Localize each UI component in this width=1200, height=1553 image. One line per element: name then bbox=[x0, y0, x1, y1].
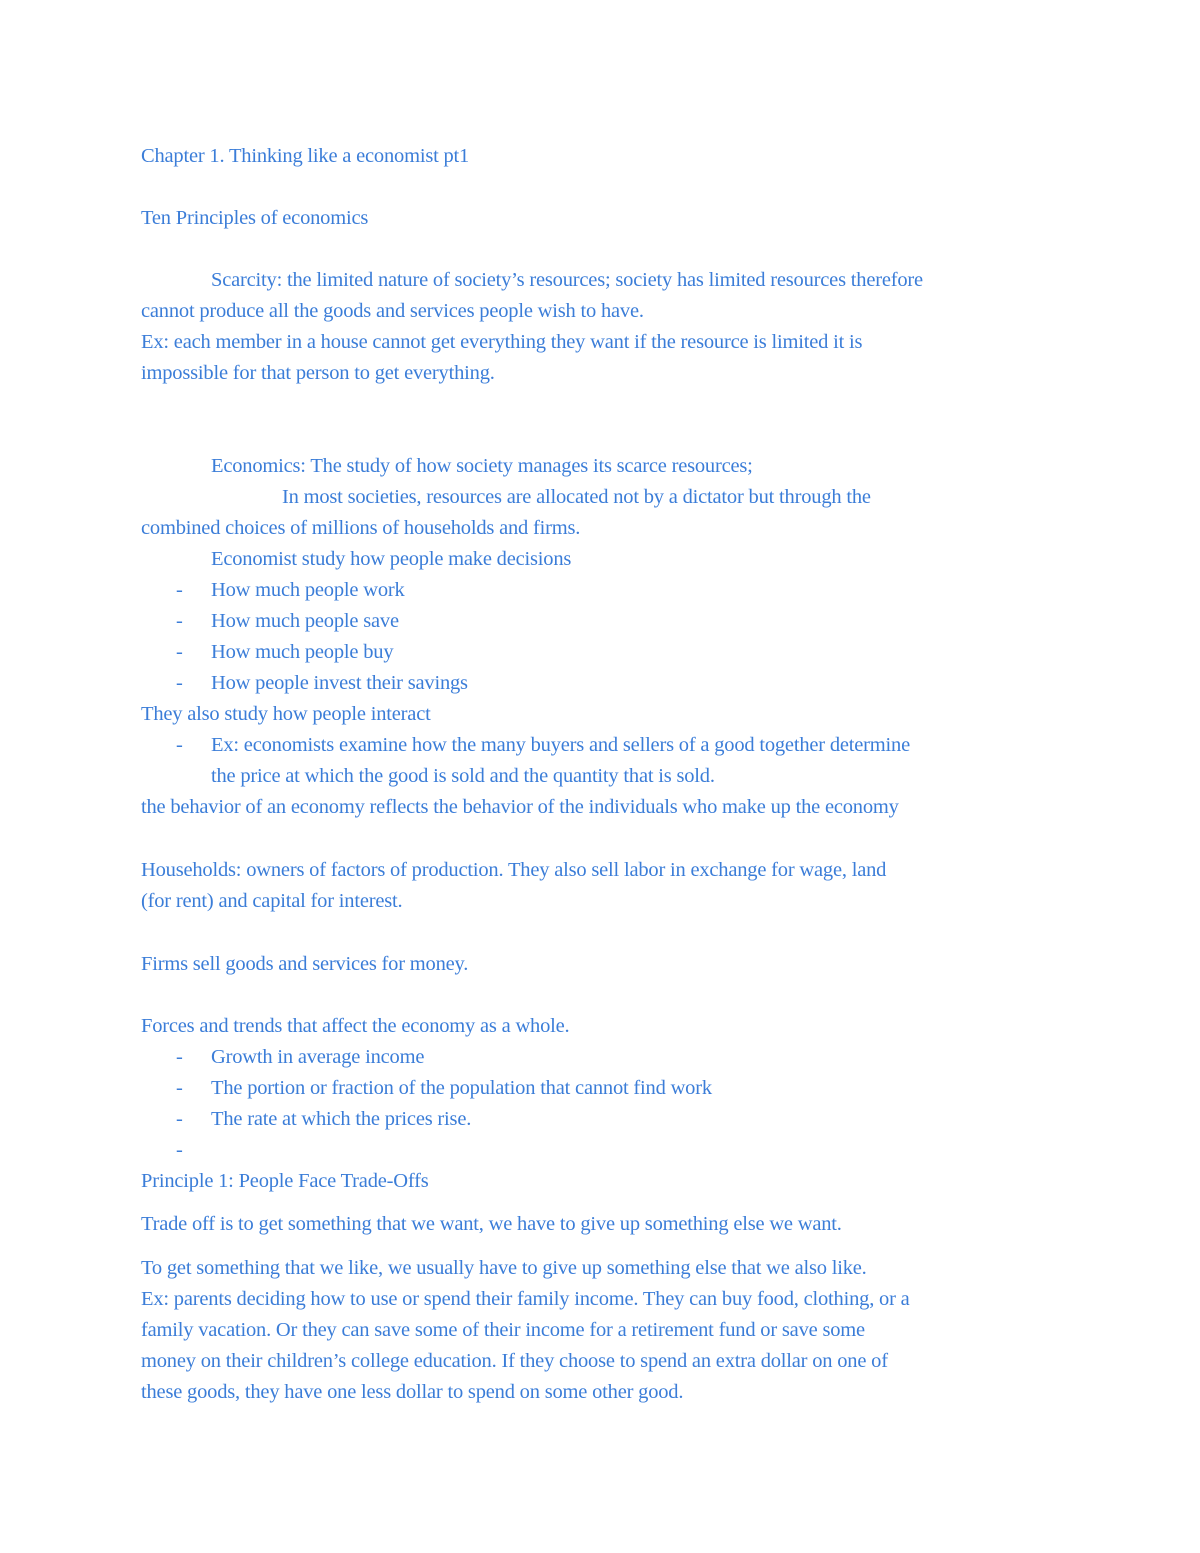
list-item: Growth in average income bbox=[211, 1046, 425, 1068]
allocation-line-2: combined choices of millions of households and firms. bbox=[141, 517, 581, 539]
economics-definition: Economics: The study of how society manages its scarce resources; bbox=[211, 455, 753, 477]
section-title: Ten Principles of economics bbox=[141, 207, 369, 229]
list-item: The portion or fraction of the population that cannot find work bbox=[211, 1077, 712, 1099]
trade-off-line-3: family vacation. Or they can save some of their income for a retirement fund or save some bbox=[141, 1319, 865, 1341]
scarcity-line-2: cannot produce all the goods and services people wish to have. bbox=[141, 300, 644, 322]
bullet-marker: - bbox=[176, 1077, 183, 1099]
allocation-line-1: In most societies, resources are allocated not by a dictator but through the bbox=[282, 486, 871, 508]
principle-1-heading: Principle 1: People Face Trade-Offs bbox=[141, 1170, 429, 1192]
decisions-intro: Economist study how people make decisions bbox=[211, 548, 572, 570]
trade-off-line-4: money on their children’s college education. If they choose to spend an extra dollar on one of bbox=[141, 1350, 888, 1372]
bullet-marker: - bbox=[176, 610, 183, 632]
chapter-title: Chapter 1. Thinking like a economist pt1 bbox=[141, 145, 470, 167]
firms-statement: Firms sell goods and services for money. bbox=[141, 953, 469, 975]
trade-off-definition: Trade off is to get something that we want, we have to give up something else we want. bbox=[141, 1213, 842, 1235]
bullet-marker: - bbox=[176, 641, 183, 663]
bullet-marker: - bbox=[176, 1108, 183, 1130]
scarcity-example-line-1: Ex: each member in a house cannot get everything they want if the resource is limited it is bbox=[141, 331, 863, 353]
bullet-marker: - bbox=[176, 1139, 183, 1161]
bullet-marker: - bbox=[176, 672, 183, 694]
bullet-marker: - bbox=[176, 579, 183, 601]
trade-off-line-2: Ex: parents deciding how to use or spend their family income. They can buy food, clothing, or a bbox=[141, 1288, 910, 1310]
behavior-statement: the behavior of an economy reflects the behavior of the individuals who make up the economy bbox=[141, 796, 899, 818]
forces-intro: Forces and trends that affect the economy as a whole. bbox=[141, 1015, 570, 1037]
scarcity-example-line-2: impossible for that person to get everything. bbox=[141, 362, 495, 384]
bullet-marker: - bbox=[176, 734, 183, 756]
list-item: How much people work bbox=[211, 579, 405, 601]
list-item: How much people save bbox=[211, 610, 399, 632]
trade-off-line-5: these goods, they have one less dollar to spend on some other good. bbox=[141, 1381, 684, 1403]
list-item: How people invest their savings bbox=[211, 672, 468, 694]
interact-intro: They also study how people interact bbox=[141, 703, 431, 725]
households-line-2: (for rent) and capital for interest. bbox=[141, 890, 403, 912]
list-item: How much people buy bbox=[211, 641, 394, 663]
interact-example-line-1: Ex: economists examine how the many buyers and sellers of a good together determine bbox=[211, 734, 910, 756]
list-item: The rate at which the prices rise. bbox=[211, 1108, 472, 1130]
trade-off-line-1: To get something that we like, we usually have to give up something else that we also like. bbox=[141, 1257, 867, 1279]
households-line-1: Households: owners of factors of production. They also sell labor in exchange for wage, land bbox=[141, 859, 887, 881]
interact-example-line-2: the price at which the good is sold and the quantity that is sold. bbox=[211, 765, 715, 787]
scarcity-line-1: Scarcity: the limited nature of society’s resources; society has limited resources therefore bbox=[211, 269, 923, 291]
bullet-marker: - bbox=[176, 1046, 183, 1068]
